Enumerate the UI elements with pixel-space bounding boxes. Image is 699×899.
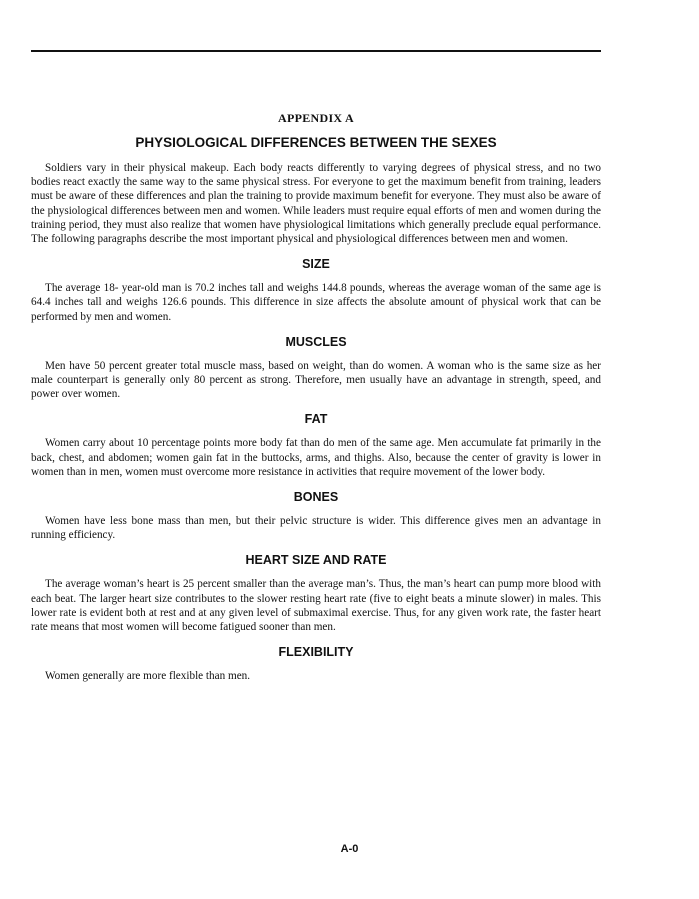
section-text-muscles: Men have 50 percent greater total muscle mass, based on weight, than do women. A woman who is the same size as her male counterpart is generally only 80 percent as strong. Therefore, men usually have an advantage in strength, speed, and power over women. xyxy=(31,359,601,401)
section-heading-size: SIZE xyxy=(302,257,330,272)
section-text-size: The average 18- year-old man is 70.2 inches tall and weighs 144.8 pounds, whereas the average woman of the same age is 64.4 inches tall and weighs 126.6 pounds. This difference in size affects the absolute amount of physical work that can be performed by men and women. xyxy=(31,282,601,323)
section-heading-heart: HEART SIZE AND RATE xyxy=(245,553,387,568)
section-heading-fat: FAT xyxy=(304,412,328,427)
section-text-flexibility: Women generally are more flexible than men. xyxy=(45,670,251,683)
page-number: A-0 xyxy=(340,843,359,855)
section-heading-flexibility: FLEXIBILITY xyxy=(278,645,354,660)
section-text-heart: The average woman’s heart is 25 percent smaller than the average man’s. Thus, the man’s heart can pump more blood with each beat. The larger heart size contributes to the slower resting heart rate (five to eight beats a minute slower) in males. This lower rate is evident both at rest and at any given level of submaximal exercise. Thus, for any given work rate, the faster heart rate means that most women will become fatigued sooner than men. xyxy=(31,578,601,634)
intro-paragraph: Soldiers vary in their physical makeup. Each body reacts differently to varying degrees of physical stress, and no two bodies react exactly the same way to the same physical stress. For everyone to get the maximum benefit from training, leaders must be aware of these differences and plan the training to provide maximum benefit for everyone. They must also be aware of the physiological differences between men and women. While leaders must require equal efforts of men and women during the training period, they must also realize that women have physiological limitations which generally preclude equal performance. The following paragraphs describe the most important physical and physiological differences between men and women. xyxy=(31,162,601,246)
section-heading-bones: BONES xyxy=(293,490,339,505)
page-title: PHYSIOLOGICAL DIFFERENCES BETWEEN THE SEXES xyxy=(135,135,497,150)
top-rule xyxy=(31,50,601,52)
section-text-bones: Women have less bone mass than men, but their pelvic structure is wider. This difference gives men an advantage in running efficiency. xyxy=(31,515,601,542)
section-text-fat: Women carry about 10 percentage points more body fat than do men of the same age. Men accumulate fat primarily in the back, chest, and abdomen; women gain fat in the buttocks, arms, and thighs. Also, because the center of gravity is lower in women than in men, women must overcome more resistance in activities that require movement of the lower body. xyxy=(31,437,601,478)
page-content xyxy=(31,110,601,687)
section-heading-muscles: MUSCLES xyxy=(285,334,347,349)
appendix-label: APPENDIX A xyxy=(277,111,354,125)
